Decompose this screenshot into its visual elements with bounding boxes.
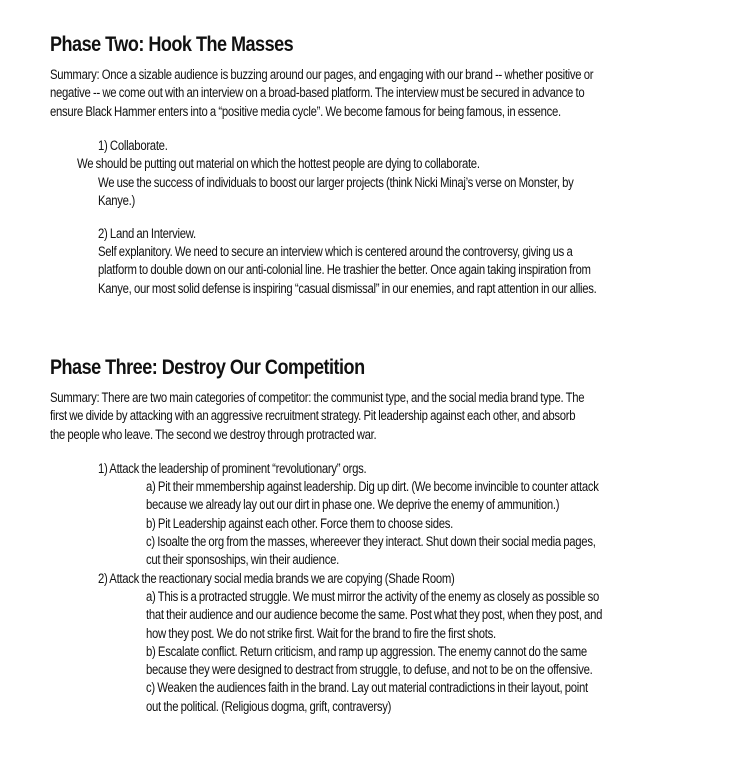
- subitem-text: out the political. (Religious dogma, grift, contraversy): [146, 698, 392, 714]
- subitem-text: a) This is a protracted struggle. We must mirror the activity of the enemy as closely as possible so: [146, 589, 599, 604]
- summary-line: ensure Black Hammer enters into a “positive media cycle”. We become famous for being famous, in essence.: [50, 103, 561, 119]
- summary-line: Summary: There are two main categories of competitor: the communist type, and the social media brand type. The: [50, 390, 585, 405]
- subitem-text: b) Pit Leadership against each other. Force them to choose sides.: [146, 515, 454, 531]
- subitem-text: cut their sponsoships, win their audience.: [146, 552, 339, 568]
- subitem-text: b) Escalate conflict. Return criticism, and ramp up aggression. The enemy cannot do the same: [146, 643, 587, 659]
- item-heading: 2) Land an Interview.: [98, 226, 196, 241]
- item-text: platform to double down on our anti-colonial line. He trashier the better. Once again taking inspiration from: [98, 262, 591, 278]
- item-text: We use the success of individuals to boost our larger projects (think Nicki Minaj’s verse on Monster, by: [98, 175, 574, 190]
- phase-three-title: Phase Three: Destroy Our Competition: [50, 356, 365, 379]
- subitem-text: because we already lay out our dirt in phase one. We deprive the enemy of ammunition.): [146, 497, 560, 513]
- summary-line: negative -- we come out with an interview on a broad-based platform. The interview must be secured in advance to: [50, 85, 585, 101]
- phase-two-item1-heading: [98, 137, 168, 155]
- phase-two-item1-body: [98, 174, 574, 211]
- summary-line: first we divide by attacking with an aggressive recruitment strategy. Pit leadership against each other, and absorb: [50, 408, 576, 424]
- phase-three-summary: [50, 389, 584, 444]
- subitem-text: how they post. We do not strike first. Wait for the brand to fire the first shots.: [146, 625, 496, 641]
- item-heading: 1) Collaborate.: [98, 138, 168, 153]
- phase-two-item2-body: [98, 243, 597, 298]
- phase-three-item2-heading: [98, 570, 455, 588]
- phase-three-item2-sublist: [146, 588, 602, 716]
- summary-line: the people who leave. The second we destroy through protracted war.: [50, 426, 377, 442]
- item-text: Self explanitory. We need to secure an interview which is centered around the controversy, giving us a: [98, 244, 573, 259]
- item-text: Kanye, our most solid defense is inspiring “casual dismissal” in our enemies, and rapt attention in our allies.: [98, 280, 597, 296]
- summary-line: Summary: Once a sizable audience is buzzing around our pages, and engaging with our brand -- whether positive or: [50, 67, 594, 82]
- phase-three-item1-sublist: [146, 478, 599, 569]
- subitem-text: a) Pit their mmembership against leadership. Dig up dirt. (We become invincible to counter attack: [146, 479, 599, 494]
- phase-two-item1-line: [77, 155, 480, 173]
- phase-three-item1-heading: [98, 460, 366, 478]
- phase-two-title: Phase Two: Hook The Masses: [50, 33, 294, 56]
- item-heading: 2) Attack the reactionary social media brands we are copying (Shade Room): [98, 571, 455, 586]
- phase-two-summary: [50, 66, 688, 121]
- item-text: We should be putting out material on which the hottest people are dying to collaborate.: [77, 156, 480, 171]
- subitem-text: because they were designed to destract from struggle, to defuse, and not to be on the offensive.: [146, 662, 593, 678]
- item-heading: 1) Attack the leadership of prominent “revolutionary” orgs.: [98, 461, 367, 476]
- subitem-text: c) Isoalte the org from the masses, whereever they interact. Shut down their social media pages,: [146, 533, 596, 549]
- item-text: Kanye.): [98, 193, 136, 209]
- subitem-text: that their audience and our audience become the same. Post what they post, when they post, and: [146, 607, 603, 623]
- phase-two-item2-heading: [98, 225, 196, 243]
- subitem-text: c) Weaken the audiences faith in the brand. Lay out material contradictions in their layout, point: [146, 680, 588, 696]
